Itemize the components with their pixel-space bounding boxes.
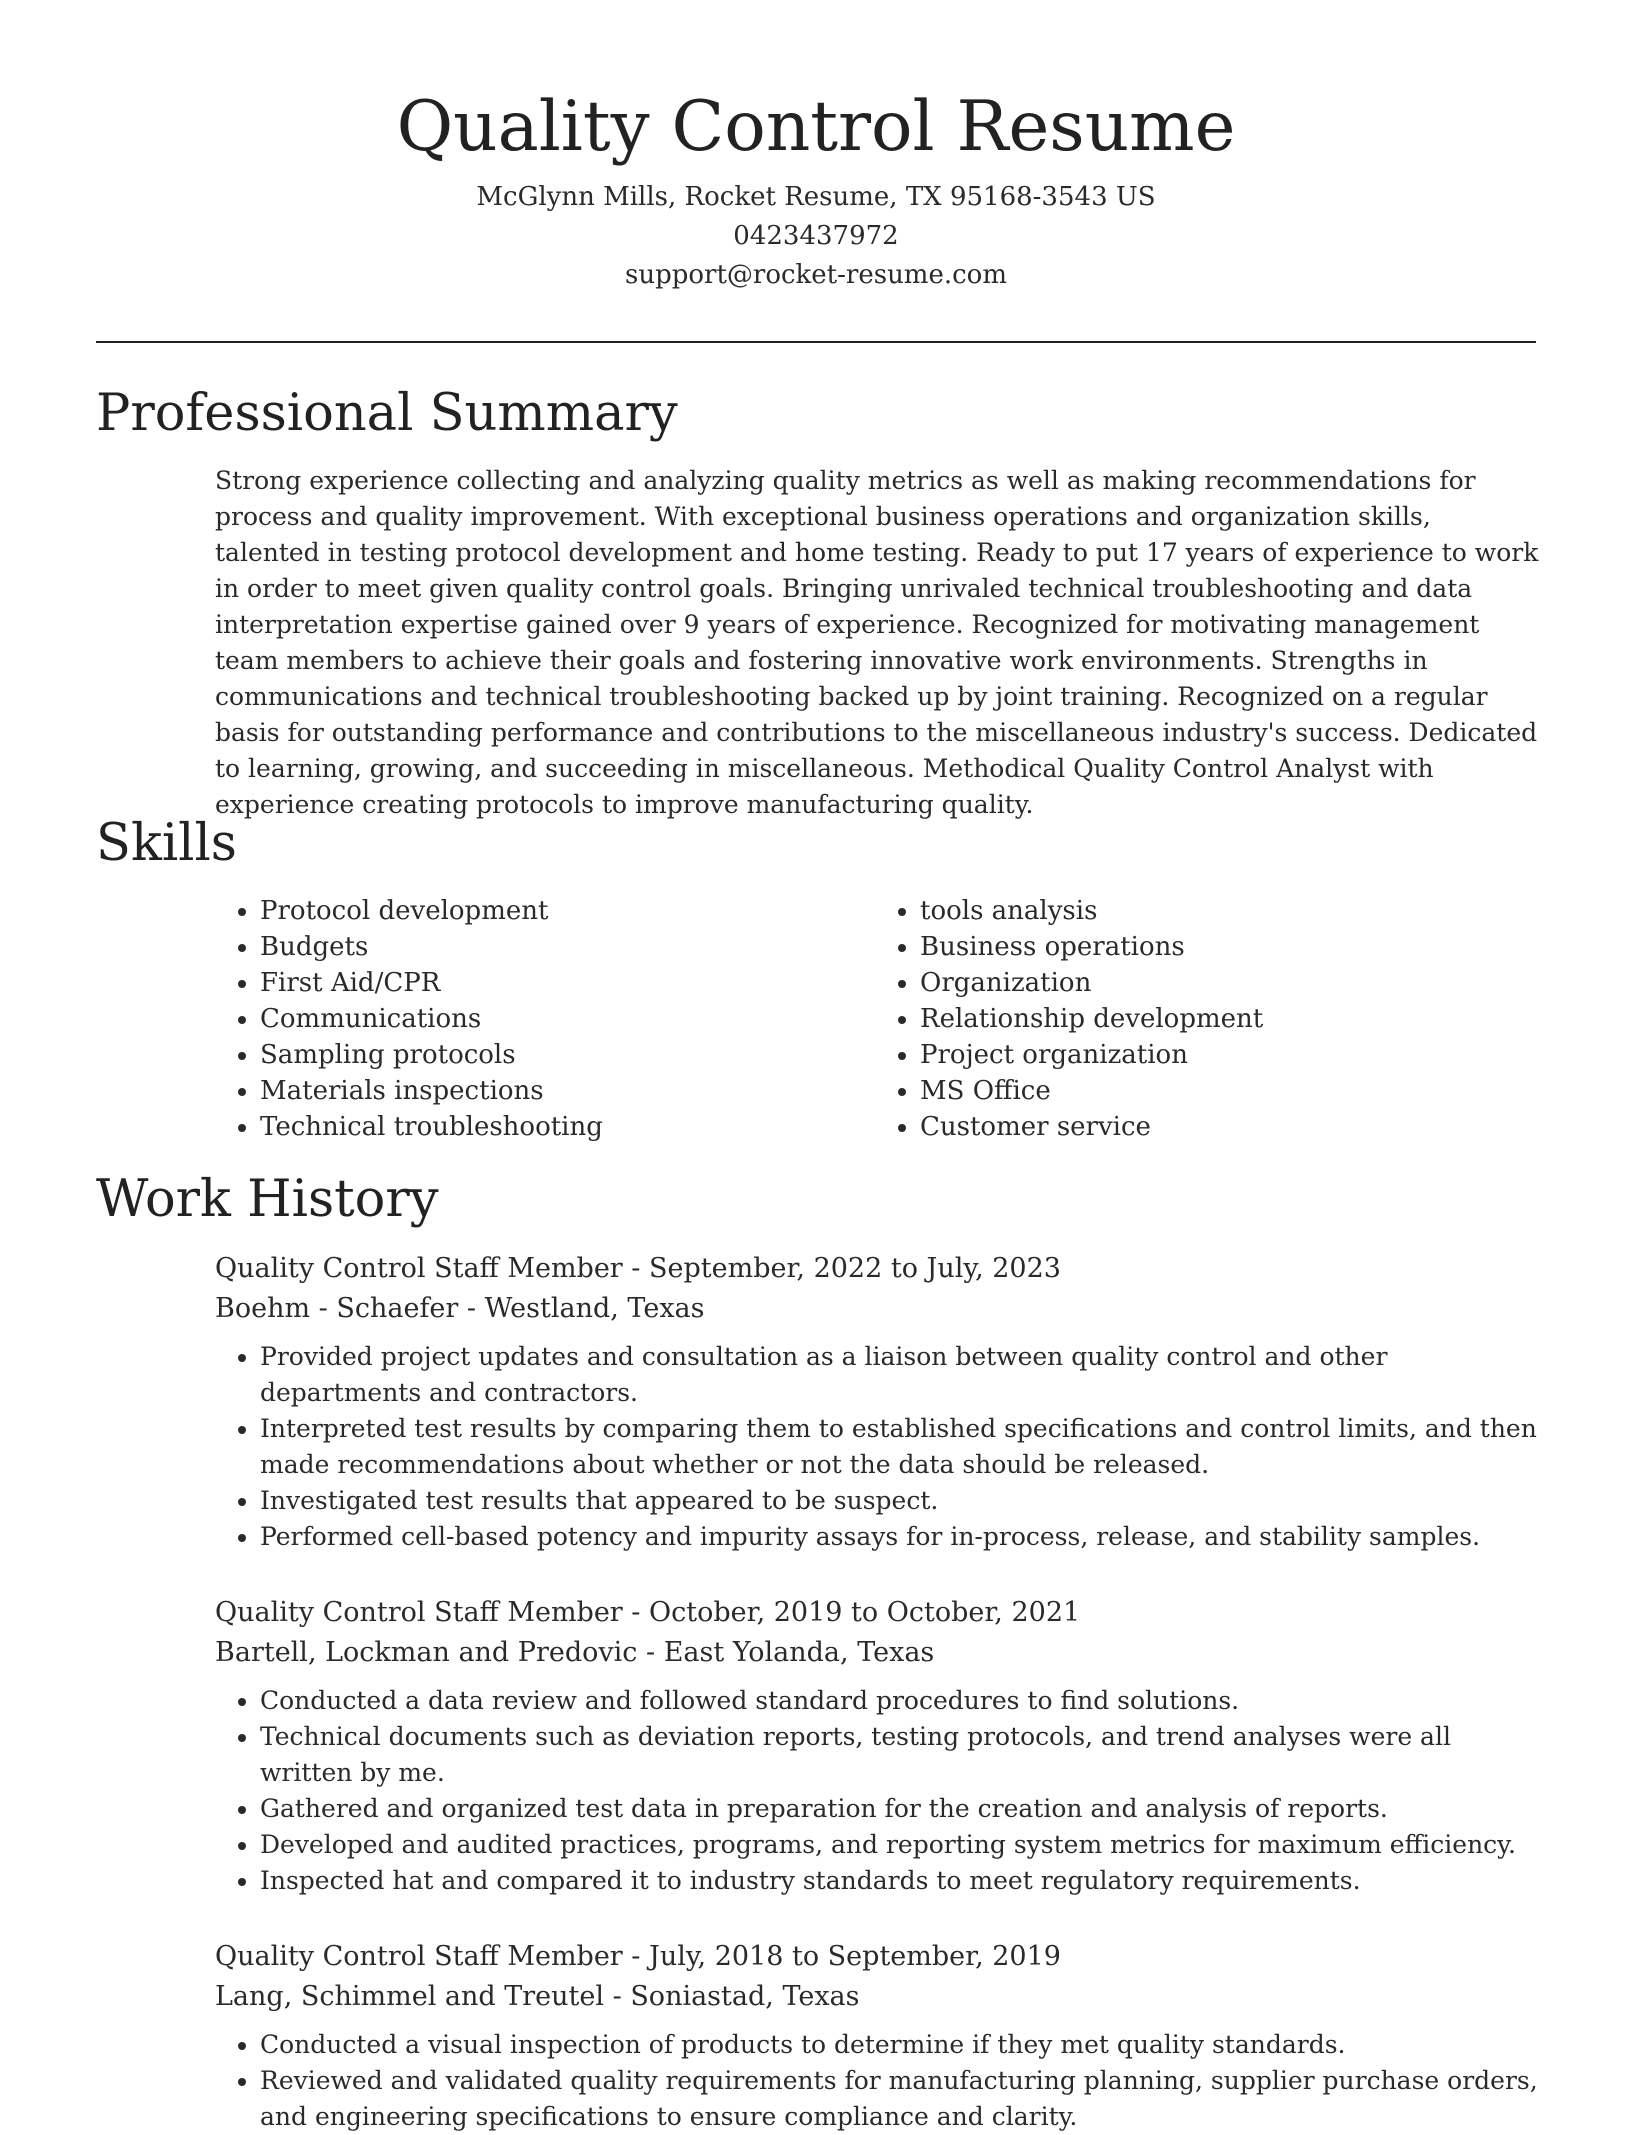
work-history-heading: Work History xyxy=(96,1170,439,1229)
contact-address: McGlynn Mills, Rocket Resume, TX 95168-3543 US xyxy=(476,182,1156,212)
skill-item: • Budgets xyxy=(260,929,875,965)
skill-item: • MS Office xyxy=(920,1073,1535,1109)
skill-item: • Sampling protocols xyxy=(260,1037,875,1073)
skill-item: • Business operations xyxy=(920,929,1535,965)
skill-item: • Organization xyxy=(920,965,1535,1001)
job-bullet: • Conducted a visual inspection of products to determine if they met quality standards. xyxy=(260,2027,1540,2063)
job-company: Boehm - Schaefer xyxy=(215,1293,459,1324)
job-bullets xyxy=(215,2027,1540,2135)
job-title: Quality Control Staff Member xyxy=(215,1597,623,1628)
job-bullet: • Investigated test results that appeared to be suspect. xyxy=(260,1483,1540,1519)
skill-item: • Customer service xyxy=(920,1109,1535,1145)
skill-item: • Communications xyxy=(260,1001,875,1037)
summary-heading: Professional Summary xyxy=(96,384,678,443)
skill-item: • tools analysis xyxy=(920,893,1535,929)
job-company-line: Boehm - Schaefer - Westland, Texas xyxy=(215,1293,705,1324)
skill-item: • Project organization xyxy=(920,1037,1535,1073)
job-title-line: Quality Control Staff Member - September, 2022 to July, 2023 xyxy=(215,1253,1061,1284)
job-bullet: • Gathered and organized test data in preparation for the creation and analysis of reports. xyxy=(260,1791,1540,1827)
contact-phone: 0423437972 xyxy=(733,221,899,251)
skill-item: • Technical troubleshooting xyxy=(260,1109,875,1145)
job-entry xyxy=(215,1249,1540,1555)
job-bullet: • Inspected hat and compared it to industry standards to meet regulatory requirements. xyxy=(260,1863,1540,1899)
job-dates: July, 2018 to September, 2019 xyxy=(649,1941,1061,1972)
job-title: Quality Control Staff Member xyxy=(215,1253,623,1284)
summary-text: Strong experience collecting and analyzing quality metrics as well as making recommendations for process and quality improvement. With exceptional business operations and organization skills, talented in testing protocol development and home testing. Ready to put 17 years of experience to work in order to meet given quality control goals. Bringing unrivaled technical troubleshooting and data interpretation expertise gained over 9 years of experience. Recognized for motivating management team members to achieve their goals and fostering innovative work environments. Strengths in communications and technical troubleshooting backed up by joint training. Recognized on a regular basis for outstanding performance and contributions to the miscellaneous industry's success. Dedicated to learning, growing, and succeeding in miscellaneous. Methodical Quality Control Analyst with experience creating protocols to improve manufacturing quality. xyxy=(215,466,1539,819)
job-bullet: • Developed and audited practices, programs, and reporting system metrics for maximum efficiency. xyxy=(260,1827,1540,1863)
job-company-line: Lang, Schimmel and Treutel - Soniastad, Texas xyxy=(215,1981,860,2012)
job-title-line: Quality Control Staff Member - July, 2018 to September, 2019 xyxy=(215,1941,1061,1972)
job-title: Quality Control Staff Member xyxy=(215,1941,623,1972)
job-bullet: • Conducted a data review and followed standard procedures to find solutions. xyxy=(260,1683,1540,1719)
job-location: Westland, Texas xyxy=(484,1293,705,1324)
job-bullet: • Technical documents such as deviation reports, testing protocols, and trend analyses were all written by me. xyxy=(260,1719,1540,1791)
job-location: East Yolanda, Texas xyxy=(663,1637,935,1668)
skill-item: • Protocol development xyxy=(260,893,875,929)
skills-column-left xyxy=(215,893,875,1145)
job-entry xyxy=(215,1937,1540,2135)
job-bullet: • Interpreted test results by comparing them to established specifications and control limits, and then made recommendations about whether or not the data should be released. xyxy=(260,1411,1540,1483)
skills-list xyxy=(215,893,1535,1145)
job-dates: October, 2019 to October, 2021 xyxy=(649,1597,1081,1628)
job-bullet: • Provided project updates and consultation as a liaison between quality control and other departments and contractors. xyxy=(260,1339,1540,1411)
resume-header xyxy=(0,0,1632,295)
job-bullets xyxy=(215,1683,1540,1899)
job-company-line: Bartell, Lockman and Predovic - East Yolanda, Texas xyxy=(215,1637,935,1668)
job-company: Lang, Schimmel and Treutel xyxy=(215,1981,605,2012)
job-bullet: • Performed cell-based potency and impurity assays for in-process, release, and stability samples. xyxy=(260,1519,1540,1555)
job-bullet: • Reviewed and validated quality requirements for manufacturing planning, supplier purchase orders, and engineering specifications to ensure compliance and clarity. xyxy=(260,2063,1540,2135)
job-title-line: Quality Control Staff Member - October, 2019 to October, 2021 xyxy=(215,1597,1081,1628)
skill-item: • First Aid/CPR xyxy=(260,965,875,1001)
job-company: Bartell, Lockman and Predovic xyxy=(215,1637,638,1668)
job-location: Soniastad, Texas xyxy=(630,1981,860,2012)
resume-title: Quality Control Resume xyxy=(396,87,1236,167)
skills-heading: Skills xyxy=(96,814,237,873)
skill-item: • Materials inspections xyxy=(260,1073,875,1109)
job-dates: September, 2022 to July, 2023 xyxy=(649,1253,1061,1284)
contact-email: support@rocket-resume.com xyxy=(624,260,1007,290)
job-bullets xyxy=(215,1339,1540,1555)
skill-item: • Relationship development xyxy=(920,1001,1535,1037)
header-divider xyxy=(96,341,1536,343)
skills-column-right xyxy=(875,893,1535,1145)
job-entry xyxy=(215,1593,1540,1899)
